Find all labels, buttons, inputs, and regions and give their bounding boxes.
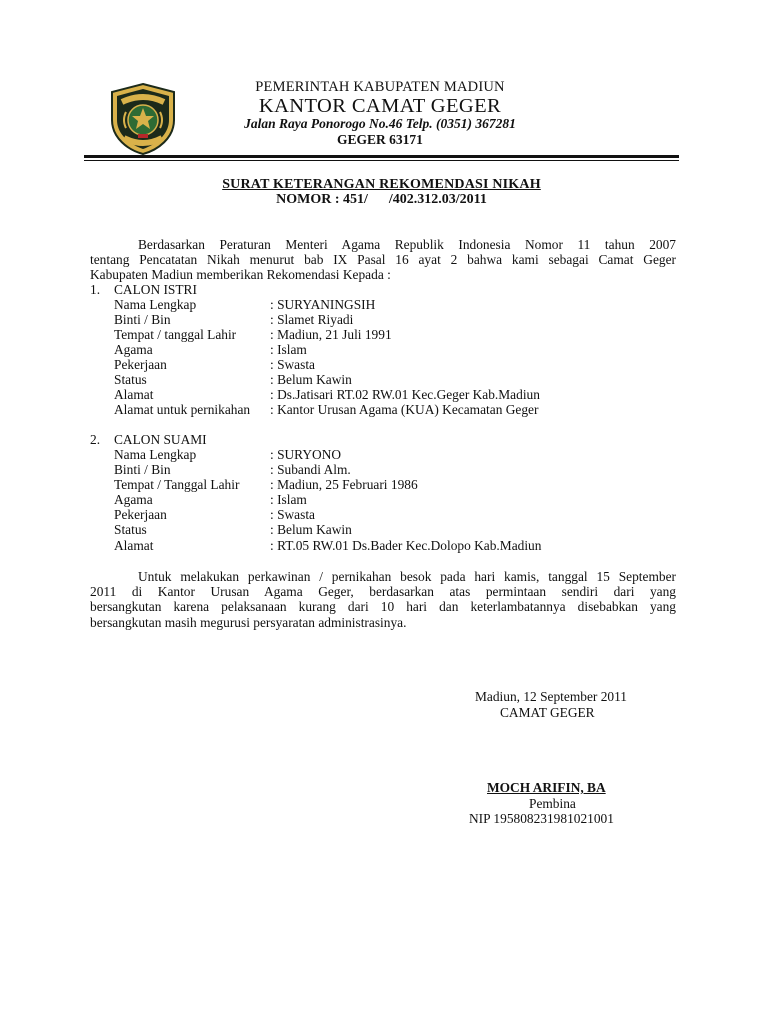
section-number: 1.: [90, 282, 101, 297]
istri-row-ttl: [114, 327, 674, 342]
closing-line: Untuk melakukan perkawinan / pernikahan besok pada hari kamis, tanggal 15 September: [138, 569, 676, 584]
section-calon-suami-heading: [90, 432, 207, 448]
field-label: Alamat: [114, 387, 154, 402]
intro-line: Berdasarkan Peraturan Menteri Agama Republik Indonesia Nomor 11 tahun 2007: [138, 237, 676, 252]
section-title: CALON ISTRI: [114, 282, 197, 297]
letterhead-office: KANTOR CAMAT GEGER: [258, 95, 502, 117]
field-value: : Swasta: [270, 357, 316, 372]
document-title: SURAT KETERANGAN REKOMENDASI NIKAH: [222, 177, 541, 192]
closing-line: 2011 di Kantor Urusan Agama Geger, berdasarkan atas permintaan sendiri dari yang: [90, 584, 676, 600]
kabupaten-madiun-logo: [108, 82, 178, 156]
document-number: NOMOR : 451/ /402.312.03/2011: [276, 192, 487, 207]
letterhead-address: Jalan Raya Ponorogo No.46 Telp. (0351) 367281: [244, 116, 516, 131]
field-label: Agama: [114, 492, 153, 507]
field-label: Status: [114, 372, 147, 387]
field-value: : Subandi Alm.: [270, 462, 351, 477]
field-value: : Swasta: [270, 507, 316, 522]
istri-row-alamat: [114, 387, 674, 402]
signature-place-date: Madiun, 12 September 2011: [475, 689, 627, 704]
suami-row-alamat: [114, 538, 674, 553]
signature-rank: Pembina: [529, 796, 576, 811]
intro-line: tentang Pencatatan Nikah menurut bab IX Pasal 16 ayat 2 bahwa kami sebagai Camat Geger: [90, 252, 676, 268]
intro-line: Kabupaten Madiun memberikan Rekomendasi Kepada :: [90, 267, 391, 283]
field-label: Nama Lengkap: [114, 297, 197, 312]
closing-line: bersangkutan karena pelaksanaan kurang dari 10 hari dan keterlambatannya disebabkan yang: [90, 599, 676, 615]
field-value: : Slamet Riyadi: [270, 312, 354, 327]
field-value: : Ds.Jatisari RT.02 RW.01 Kec.Geger Kab.Madiun: [270, 387, 540, 402]
istri-row-binti: [114, 312, 674, 327]
field-label: Agama: [114, 342, 153, 357]
istri-row-status: [114, 372, 674, 387]
intro-paragraph: [90, 237, 676, 283]
signature-position: CAMAT GEGER: [500, 705, 595, 720]
field-value: : Islam: [270, 492, 307, 507]
field-value: : RT.05 RW.01 Ds.Bader Kec.Dolopo Kab.Madiun: [270, 538, 542, 553]
field-value: : Islam: [270, 342, 307, 357]
letterhead-divider-thick: [84, 155, 679, 158]
field-label: Tempat / Tanggal Lahir: [114, 477, 240, 492]
suami-row-binti: [114, 462, 674, 477]
section-calon-istri-heading: [90, 282, 197, 298]
field-label: Alamat untuk pernikahan: [114, 402, 251, 417]
istri-row-pekerjaan: [114, 357, 674, 372]
field-label: Status: [114, 522, 147, 537]
letterhead-government: PEMERINTAH KABUPATEN MADIUN: [255, 79, 505, 95]
section-number: 2.: [90, 432, 101, 447]
istri-row-alamat-pernikahan: [114, 402, 674, 417]
field-label: Nama Lengkap: [114, 447, 197, 462]
field-value: : Madiun, 25 Februari 1986: [270, 477, 418, 492]
field-value: : Belum Kawin: [270, 372, 352, 387]
field-value: : Belum Kawin: [270, 522, 352, 537]
suami-row-pekerjaan: [114, 507, 674, 522]
field-label: Alamat: [114, 538, 154, 553]
field-value: : SURYANINGSIH: [270, 297, 376, 312]
field-value: : SURYONO: [270, 447, 342, 462]
field-label: Pekerjaan: [114, 357, 167, 372]
signature-name: MOCH ARIFIN, BA: [487, 780, 606, 795]
letterhead-divider-thin: [84, 160, 679, 161]
closing-line: bersangkutan masih megurusi persyaratan administrasinya.: [90, 614, 407, 630]
suami-row-ttl: [114, 477, 674, 492]
field-label: Tempat / tanggal Lahir: [114, 327, 237, 342]
suami-row-nama: [114, 447, 674, 462]
istri-row-agama: [114, 342, 674, 357]
suami-row-status: [114, 522, 674, 537]
field-value: : Kantor Urusan Agama (KUA) Kecamatan Geger: [270, 402, 539, 417]
istri-row-nama: [114, 297, 674, 312]
closing-paragraph: [90, 569, 676, 630]
section-title: CALON SUAMI: [114, 432, 207, 447]
field-label: Pekerjaan: [114, 507, 167, 522]
suami-row-agama: [114, 492, 674, 507]
letterhead-city: GEGER 63171: [337, 132, 423, 147]
field-label: Binti / Bin: [114, 312, 171, 327]
signature-nip: NIP 195808231981021001: [469, 811, 614, 826]
field-value: : Madiun, 21 Juli 1991: [270, 327, 392, 342]
field-label: Binti / Bin: [114, 462, 171, 477]
